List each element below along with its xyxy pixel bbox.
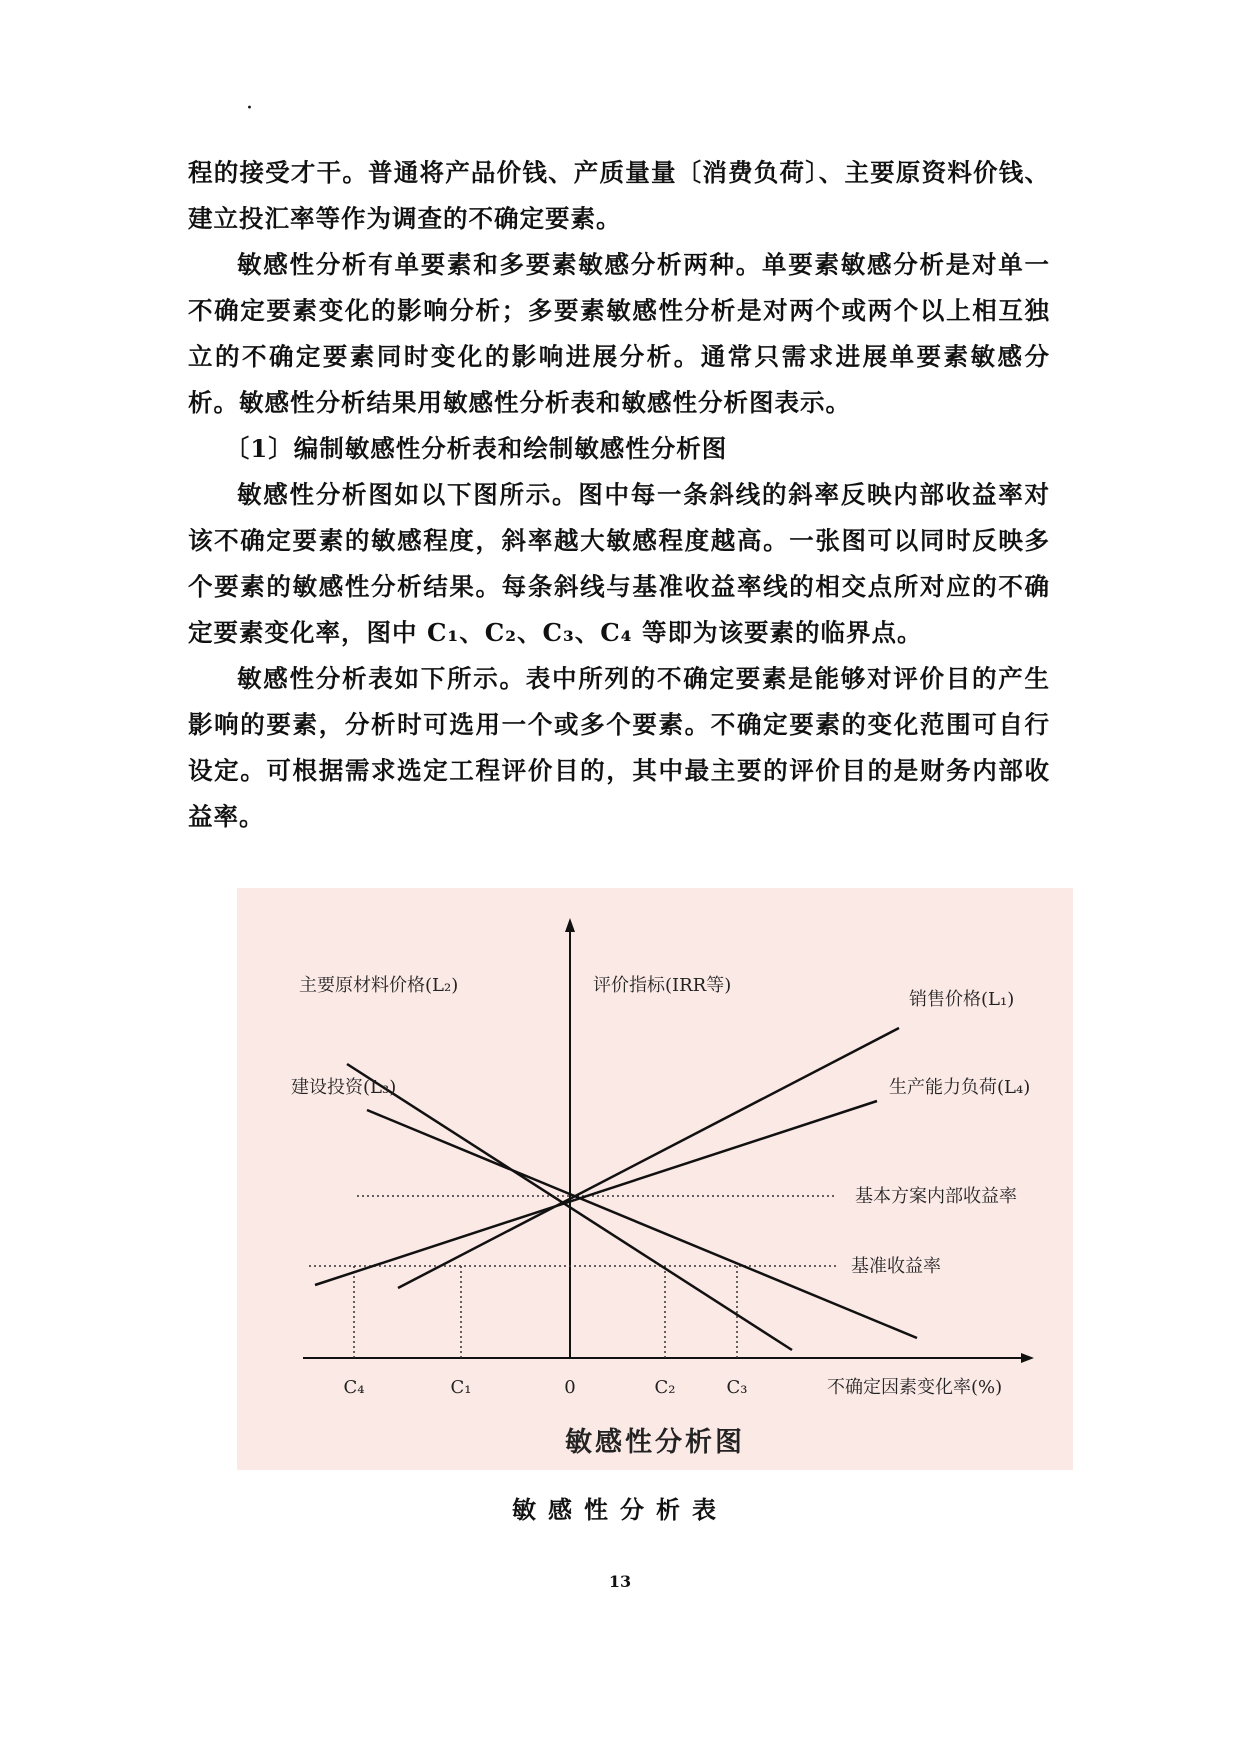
paragraph-3: 敏感性分析图如以下图所示。图中每一条斜线的斜率反映内部收益率对该不确定要素的敏感程度，斜率越大敏感程度越高。一张图可以同时反映多个要素的敏感性分析结果。每条斜线与基准收益率线的相交点所对应的不确定要素变化率，图中 C₁、C₂、C₃、C₄ 等即为该要素的临界点。 xyxy=(188,480,1050,647)
x-tick-c1: C₁ xyxy=(450,1377,472,1398)
x-tick-origin: 0 xyxy=(564,1377,576,1398)
benchmark-rate-label: 基准收益率 xyxy=(851,1256,941,1277)
series-label-l3: 建设投资(L₃) xyxy=(291,1077,397,1098)
paragraph-1: 程的接受才干。普通将产品价钱、产质量量〔消费负荷〕、主要原资料价钱、建立投汇率等作为调查的不确定要素。 xyxy=(188,158,1050,233)
page-dot: · xyxy=(246,96,253,121)
x-tick-c4: C₄ xyxy=(343,1377,365,1398)
series-line-l4 xyxy=(315,1101,877,1285)
paragraph-2: 敏感性分析有单要素和多要素敏感分析两种。单要素敏感分析是对单一不确定要素变化的影响分析；多要素敏感性分析是对两个或两个以上相互独立的不确定要素同时变化的影响进展分析。通常只需求进展单要素敏感分析。敏感性分析结果用敏感性分析表和敏感性分析图表示。 xyxy=(188,250,1050,417)
paragraph-4: 敏感性分析表如下所示。表中所列的不确定要素是能够对评价目的产生影响的要素，分析时可选用一个或多个要素。不确定要素的变化范围可自行设定。可根据需求选定工程评价目的，其中最主要的评价目的是财务内部收益率。 xyxy=(188,664,1050,831)
x-tick-c3: C₃ xyxy=(726,1377,748,1398)
series-line-l1 xyxy=(398,1028,899,1288)
section-heading: 〔1〕编制敏感性分析表和绘制敏感性分析图 xyxy=(224,434,728,463)
chart-svg xyxy=(237,888,1073,1470)
x-tick-c2: C₂ xyxy=(654,1377,676,1398)
base-irr-label: 基本方案内部收益率 xyxy=(855,1186,1017,1207)
series-line-l3 xyxy=(367,1110,917,1338)
x-axis-label: 不确定因素变化率(%) xyxy=(827,1377,1003,1398)
table-caption: 敏感性分析表 xyxy=(512,1495,728,1524)
sensitivity-chart xyxy=(237,888,1073,1470)
chart-title: 敏感性分析图 xyxy=(565,1427,745,1458)
series-label-l4: 生产能力负荷(L₄) xyxy=(889,1077,1031,1098)
page-number: 13 xyxy=(608,1572,632,1591)
series-label-l2: 主要原材料价格(L₂) xyxy=(299,975,459,996)
y-axis-arrow-icon xyxy=(565,918,575,932)
x-axis-arrow-icon xyxy=(1021,1353,1034,1363)
body-text xyxy=(188,150,1050,840)
y-axis-label: 评价指标(IRR等) xyxy=(593,975,732,996)
series-label-l1: 销售价格(L₁) xyxy=(909,989,1015,1010)
